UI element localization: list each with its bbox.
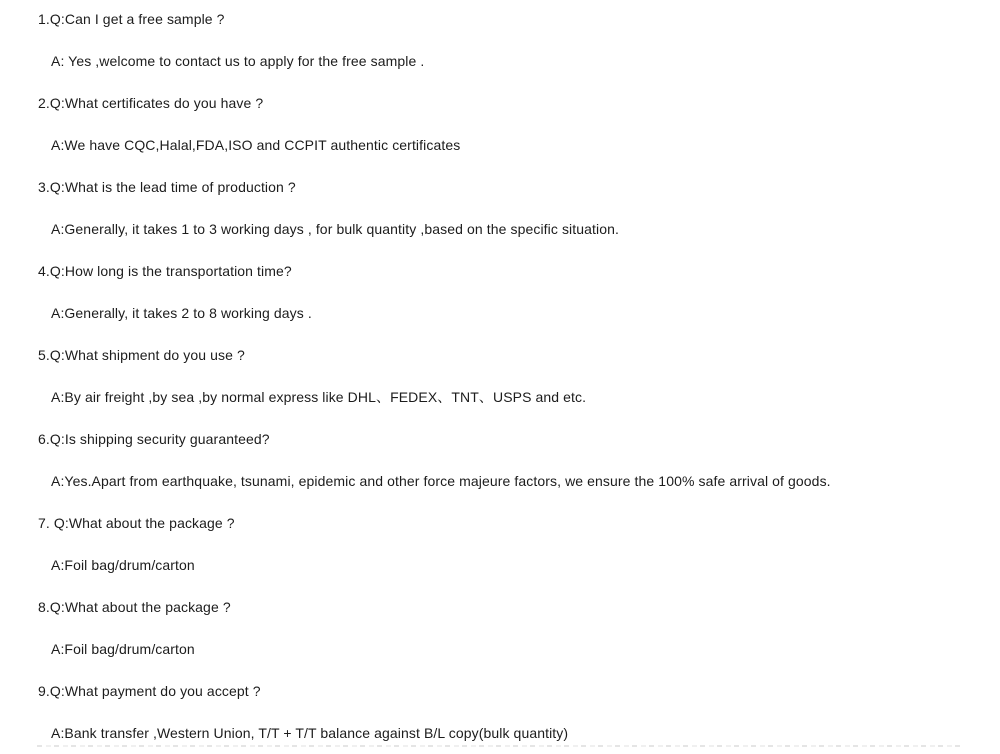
faq-answer: A:Yes.Apart from earthquake, tsunami, epidemic and other force majeure factors, we ensure the 100% safe arrival of goods. bbox=[51, 473, 831, 489]
faq-answer: A: Yes ,welcome to contact us to apply for the free sample . bbox=[51, 53, 425, 69]
faq-answer: A:Bank transfer ,Western Union, T/T + T/T balance against B/L copy(bulk quantity) bbox=[51, 725, 569, 741]
faq-question: 5.Q:What shipment do you use ? bbox=[38, 347, 245, 363]
faq-question: 3.Q:What is the lead time of production ? bbox=[38, 179, 296, 195]
faq-answer: A:Foil bag/drum/carton bbox=[51, 557, 195, 573]
cutoff-text-line bbox=[37, 745, 960, 747]
faq-question: 7. Q:What about the package ? bbox=[38, 515, 235, 531]
faq-answer: A:We have CQC,Halal,FDA,ISO and CCPIT authentic certificates bbox=[51, 137, 461, 153]
faq-question: 9.Q:What payment do you accept ? bbox=[38, 683, 261, 699]
faq-question: 1.Q:Can I get a free sample ? bbox=[38, 11, 225, 27]
faq-answer: A:By air freight ,by sea ,by normal express like DHL、FEDEX、TNT、USPS and etc. bbox=[51, 389, 587, 405]
faq-question: 8.Q:What about the package ? bbox=[38, 599, 231, 615]
faq-question: 6.Q:Is shipping security guaranteed? bbox=[38, 431, 270, 447]
faq-answer: A:Generally, it takes 2 to 8 working days . bbox=[51, 305, 312, 321]
faq-answer: A:Generally, it takes 1 to 3 working days , for bulk quantity ,based on the specific situation. bbox=[51, 221, 619, 237]
faq-question: 2.Q:What certificates do you have ? bbox=[38, 95, 264, 111]
faq-question: 4.Q:How long is the transportation time? bbox=[38, 263, 292, 279]
faq-answer: A:Foil bag/drum/carton bbox=[51, 641, 195, 657]
